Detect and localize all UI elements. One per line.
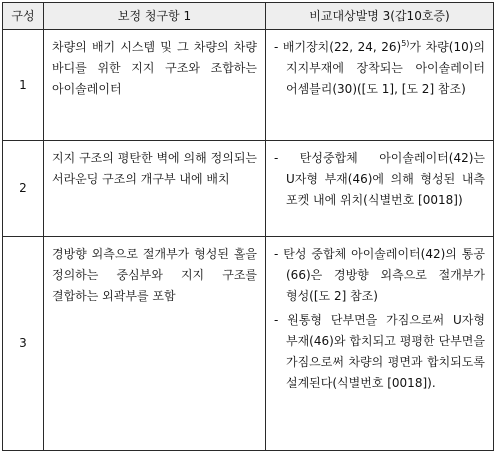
footnote-marker: 5): [401, 39, 410, 48]
header-comparative-invention: 비교대상발명 3(갑10호증): [266, 3, 494, 30]
table-header-row: [3, 3, 494, 30]
row-number: 2: [3, 141, 44, 237]
comparison-item: [274, 37, 489, 100]
comparison-table: [2, 2, 494, 451]
row-number: 1: [3, 30, 44, 141]
row-number: 3: [3, 237, 44, 451]
comparison-item: [274, 310, 489, 394]
comparison-text-cell: [266, 141, 494, 237]
claim-text-cell: [44, 30, 266, 141]
claim-text-cell: [44, 141, 266, 237]
comparison-list: [274, 148, 489, 211]
table-row: [3, 141, 494, 237]
claim-text: 차량의 배기 시스템 및 그 차량의 차량 바디를 위한 지지 구조와 조합하는 아이솔레이터: [52, 40, 261, 96]
header-amended-claim: 보정 청구항 1: [44, 3, 266, 30]
comparison-text-part: - 배기장치(22, 24, 26): [274, 40, 402, 54]
comparison-text-part: - 원통형 단부면을 가짐으로써 U자형 부재(46)와 합치되고 평평한 단부면을 가짐으로써 차량의 평면과 합치되도록 설계된다(식별번호 [0018]).: [274, 313, 489, 390]
comparison-text-part: 가 차량(10)의 지지부재에 장착되는 아이솔레이터 어셈블리(30)([도 1], [도 2] 참조): [286, 40, 489, 96]
comparison-text-cell: [266, 30, 494, 141]
header-component: 구성: [3, 3, 44, 30]
claim-text: 경방향 외측으로 절개부가 형성된 홀을 정의하는 중심부와 지지 구조를 결합하는 외곽부를 포함: [52, 247, 261, 303]
comparison-text-part: - 탄성 중합체 아이솔레이터(42)의 통공(66)은 경방향 외측으로 절개부가 형성([도 2] 참조): [274, 247, 489, 303]
comparison-item: [274, 148, 489, 211]
table-row: [3, 30, 494, 141]
comparison-text-cell: [266, 237, 494, 451]
claim-text-cell: [44, 237, 266, 451]
comparison-list: [274, 37, 489, 100]
table-row: [3, 237, 494, 451]
comparison-text-part: - 탄성중합체 아이솔레이터(42)는 U자형 부재(46)에 의해 형성된 내측 포켓 내에 위치(식별번호 [0018]): [274, 151, 489, 207]
comparison-list: [274, 244, 489, 394]
claim-text: 지지 구조의 평탄한 벽에 의해 정의되는 서라운딩 구조의 개구부 내에 배치: [52, 151, 261, 186]
comparison-item: [274, 244, 489, 307]
